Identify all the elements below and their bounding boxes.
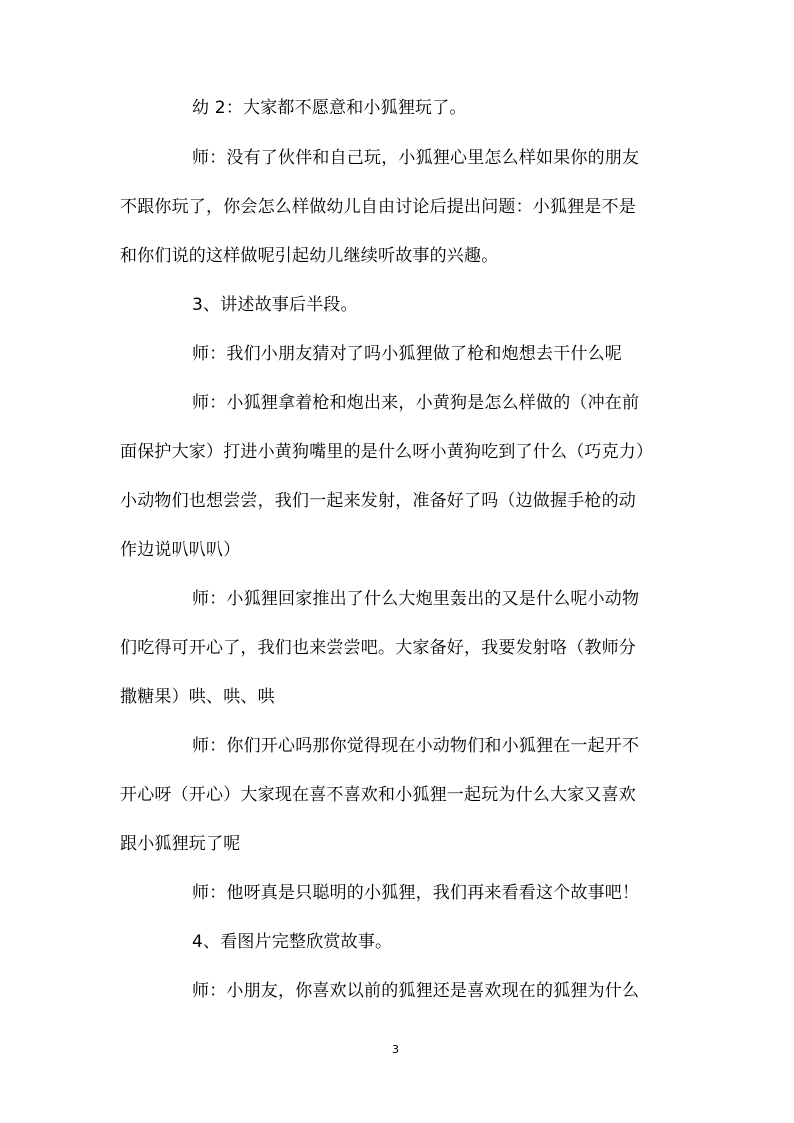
paragraph-line: 幼 2：大家都不愿意和小狐狸玩了。 [192, 98, 467, 118]
paragraph-line: 师：小狐狸回家推出了什么大炮里轰出的又是什么呢小动物 [192, 589, 640, 609]
paragraph-line: 师：小朋友，你喜欢以前的狐狸还是喜欢现在的狐狸为什么 [192, 981, 640, 1001]
paragraph-line: 不跟你玩了，你会怎么样做幼儿自由讨论后提出问题：小狐狸是不是 [120, 197, 636, 217]
paragraph-line: 们吃得可开心了，我们也来尝尝吧。大家备好，我要发射咯（教师分 [120, 638, 636, 658]
paragraph-line: 作边说叭叭叭） [120, 540, 241, 560]
paragraph-line: 跟小狐狸玩了呢 [120, 834, 241, 854]
section-heading: 4、看图片完整欣赏故事。 [192, 932, 393, 952]
paragraph-line: 师：小狐狸拿着枪和炮出来，小黄狗是怎么样做的（冲在前 [192, 393, 640, 413]
paragraph-line: 和你们说的这样做呢引起幼儿继续听故事的兴趣。 [120, 246, 499, 266]
paragraph-line: 撒糖果）哄、哄、哄 [120, 687, 275, 707]
paragraph-line: 师：他呀真是只聪明的小狐狸，我们再来看看这个故事吧！ [192, 883, 640, 903]
paragraph-line: 师：你们开心吗那你觉得现在小动物们和小狐狸在一起开不 [192, 736, 640, 756]
paragraph-line: 开心呀（开心）大家现在喜不喜欢和小狐狸一起玩为什么大家又喜欢 [120, 785, 636, 805]
paragraph-line: 师：我们小朋友猜对了吗小狐狸做了枪和炮想去干什么呢 [192, 344, 622, 364]
page-number: 3 [392, 1043, 399, 1056]
section-heading: 3、讲述故事后半段。 [192, 295, 358, 315]
paragraph-line: 面保护大家）打进小黄狗嘴里的是什么呀小黄狗吃到了什么（巧克力） [120, 442, 654, 462]
paragraph-line: 师：没有了伙伴和自己玩，小狐狸心里怎么样如果你的朋友 [192, 148, 640, 168]
paragraph-line: 小动物们也想尝尝，我们一起来发射，准备好了吗（边做握手枪的动 [120, 491, 636, 511]
